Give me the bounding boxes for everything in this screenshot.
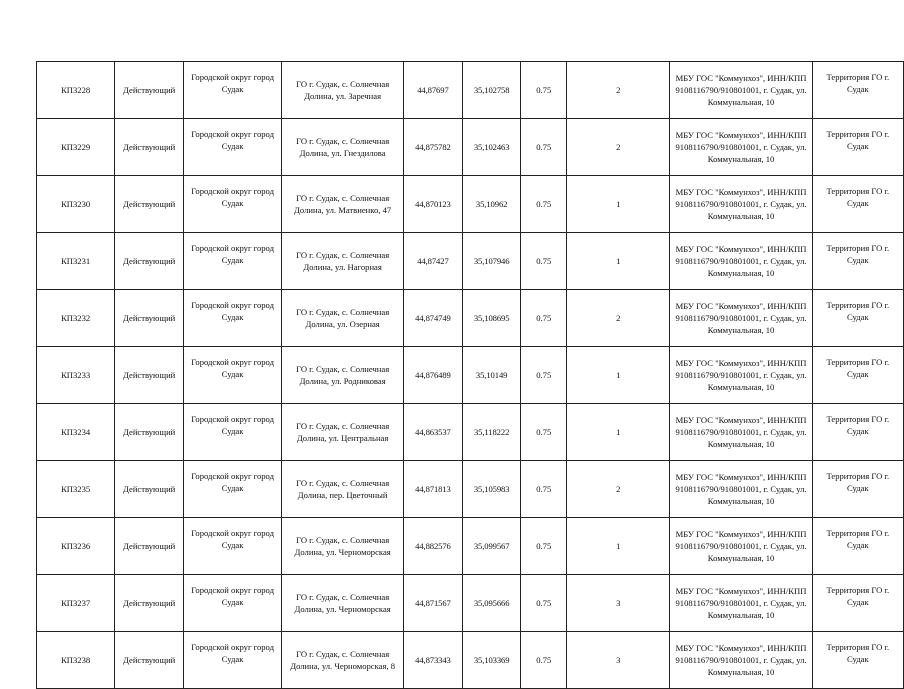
- municipality-cell: Городской округ город Судак: [184, 233, 282, 290]
- status-cell: Действующий: [115, 176, 184, 233]
- point-code-cell: КП3231: [37, 233, 115, 290]
- volume-cell: 0.75: [521, 518, 567, 575]
- latitude-cell: 44,871567: [404, 575, 463, 632]
- point-code-cell: КП3238: [37, 632, 115, 689]
- territory-cell: Территория ГО г. Судак: [812, 461, 903, 518]
- volume-cell: 0.75: [521, 347, 567, 404]
- longitude-cell: 35,108695: [462, 290, 521, 347]
- address-cell: ГО г. Судак, с. Солнечная Долина, ул. Родниковая: [282, 347, 404, 404]
- latitude-cell: 44,870123: [404, 176, 463, 233]
- owner-cell: МБУ ГОС "Коммунхоз", ИНН/КПП 9108116790/910801001, г. Судак, ул. Коммунальная, 10: [670, 404, 812, 461]
- registry-table: [36, 61, 904, 689]
- table-row: [37, 632, 904, 689]
- point-code-cell: КП3237: [37, 575, 115, 632]
- owner-cell: МБУ ГОС "Коммунхоз", ИНН/КПП 9108116790/910801001, г. Судак, ул. Коммунальная, 10: [670, 233, 812, 290]
- status-cell: Действующий: [115, 632, 184, 689]
- address-cell: ГО г. Судак, с. Солнечная Долина, ул. Озерная: [282, 290, 404, 347]
- volume-cell: 0.75: [521, 119, 567, 176]
- municipality-cell: Городской округ город Судак: [184, 119, 282, 176]
- point-code-cell: КП3228: [37, 62, 115, 119]
- point-code-cell: КП3229: [37, 119, 115, 176]
- municipality-cell: Городской округ город Судак: [184, 290, 282, 347]
- table-row: [37, 404, 904, 461]
- volume-cell: 0.75: [521, 290, 567, 347]
- municipality-cell: Городской округ город Судак: [184, 632, 282, 689]
- container-count-cell: 1: [567, 233, 670, 290]
- status-cell: Действующий: [115, 62, 184, 119]
- table-row: [37, 119, 904, 176]
- table-row: [37, 518, 904, 575]
- address-cell: ГО г. Судак, с. Солнечная Долина, ул. Черноморская: [282, 518, 404, 575]
- owner-cell: МБУ ГОС "Коммунхоз", ИНН/КПП 9108116790/910801001, г. Судак, ул. Коммунальная, 10: [670, 176, 812, 233]
- longitude-cell: 35,10962: [462, 176, 521, 233]
- address-cell: ГО г. Судак, с. Солнечная Долина, ул. Нагорная: [282, 233, 404, 290]
- table-row: [37, 62, 904, 119]
- longitude-cell: 35,099567: [462, 518, 521, 575]
- address-cell: ГО г. Судак, с. Солнечная Долина, ул. Гнездилова: [282, 119, 404, 176]
- table-row: [37, 233, 904, 290]
- volume-cell: 0.75: [521, 575, 567, 632]
- point-code-cell: КП3232: [37, 290, 115, 347]
- status-cell: Действующий: [115, 347, 184, 404]
- volume-cell: 0.75: [521, 632, 567, 689]
- municipality-cell: Городской округ город Судак: [184, 176, 282, 233]
- address-cell: ГО г. Судак, с. Солнечная Долина, ул. Центральная: [282, 404, 404, 461]
- latitude-cell: 44,876489: [404, 347, 463, 404]
- longitude-cell: 35,102463: [462, 119, 521, 176]
- latitude-cell: 44,87697: [404, 62, 463, 119]
- longitude-cell: 35,095666: [462, 575, 521, 632]
- longitude-cell: 35,105983: [462, 461, 521, 518]
- container-count-cell: 2: [567, 461, 670, 518]
- point-code-cell: КП3234: [37, 404, 115, 461]
- latitude-cell: 44,875782: [404, 119, 463, 176]
- territory-cell: Территория ГО г. Судак: [812, 233, 903, 290]
- territory-cell: Территория ГО г. Судак: [812, 62, 903, 119]
- status-cell: Действующий: [115, 119, 184, 176]
- container-count-cell: 2: [567, 62, 670, 119]
- territory-cell: Территория ГО г. Судак: [812, 176, 903, 233]
- container-count-cell: 3: [567, 632, 670, 689]
- longitude-cell: 35,103369: [462, 632, 521, 689]
- table-row: [37, 575, 904, 632]
- container-count-cell: 3: [567, 575, 670, 632]
- volume-cell: 0.75: [521, 62, 567, 119]
- municipality-cell: Городской округ город Судак: [184, 518, 282, 575]
- owner-cell: МБУ ГОС "Коммунхоз", ИНН/КПП 9108116790/910801001, г. Судак, ул. Коммунальная, 10: [670, 632, 812, 689]
- territory-cell: Территория ГО г. Судак: [812, 518, 903, 575]
- latitude-cell: 44,87427: [404, 233, 463, 290]
- longitude-cell: 35,107946: [462, 233, 521, 290]
- table-row: [37, 461, 904, 518]
- owner-cell: МБУ ГОС "Коммунхоз", ИНН/КПП 9108116790/910801001, г. Судак, ул. Коммунальная, 10: [670, 347, 812, 404]
- municipality-cell: Городской округ город Судак: [184, 404, 282, 461]
- volume-cell: 0.75: [521, 461, 567, 518]
- municipality-cell: Городской округ город Судак: [184, 461, 282, 518]
- table-row: [37, 290, 904, 347]
- territory-cell: Территория ГО г. Судак: [812, 347, 903, 404]
- longitude-cell: 35,118222: [462, 404, 521, 461]
- owner-cell: МБУ ГОС "Коммунхоз", ИНН/КПП 9108116790/910801001, г. Судак, ул. Коммунальная, 10: [670, 575, 812, 632]
- status-cell: Действующий: [115, 290, 184, 347]
- territory-cell: Территория ГО г. Судак: [812, 290, 903, 347]
- table-row: [37, 347, 904, 404]
- latitude-cell: 44,873343: [404, 632, 463, 689]
- container-count-cell: 1: [567, 176, 670, 233]
- table-body: [37, 62, 904, 689]
- territory-cell: Территория ГО г. Судак: [812, 575, 903, 632]
- owner-cell: МБУ ГОС "Коммунхоз", ИНН/КПП 9108116790/910801001, г. Судак, ул. Коммунальная, 10: [670, 461, 812, 518]
- owner-cell: МБУ ГОС "Коммунхоз", ИНН/КПП 9108116790/910801001, г. Судак, ул. Коммунальная, 10: [670, 290, 812, 347]
- latitude-cell: 44,874749: [404, 290, 463, 347]
- status-cell: Действующий: [115, 461, 184, 518]
- status-cell: Действующий: [115, 518, 184, 575]
- volume-cell: 0.75: [521, 233, 567, 290]
- longitude-cell: 35,102758: [462, 62, 521, 119]
- territory-cell: Территория ГО г. Судак: [812, 119, 903, 176]
- point-code-cell: КП3233: [37, 347, 115, 404]
- container-count-cell: 1: [567, 518, 670, 575]
- municipality-cell: Городской округ город Судак: [184, 575, 282, 632]
- owner-cell: МБУ ГОС "Коммунхоз", ИНН/КПП 9108116790/910801001, г. Судак, ул. Коммунальная, 10: [670, 119, 812, 176]
- status-cell: Действующий: [115, 575, 184, 632]
- point-code-cell: КП3236: [37, 518, 115, 575]
- address-cell: ГО г. Судак, с. Солнечная Долина, ул. Матвиенко, 47: [282, 176, 404, 233]
- latitude-cell: 44,871813: [404, 461, 463, 518]
- municipality-cell: Городской округ город Судак: [184, 62, 282, 119]
- territory-cell: Территория ГО г. Судак: [812, 632, 903, 689]
- status-cell: Действующий: [115, 233, 184, 290]
- owner-cell: МБУ ГОС "Коммунхоз", ИНН/КПП 9108116790/910801001, г. Судак, ул. Коммунальная, 10: [670, 62, 812, 119]
- latitude-cell: 44,863537: [404, 404, 463, 461]
- address-cell: ГО г. Судак, с. Солнечная Долина, ул. Черноморская, 8: [282, 632, 404, 689]
- municipality-cell: Городской округ город Судак: [184, 347, 282, 404]
- point-code-cell: КП3230: [37, 176, 115, 233]
- container-count-cell: 1: [567, 347, 670, 404]
- status-cell: Действующий: [115, 404, 184, 461]
- container-count-cell: 1: [567, 404, 670, 461]
- address-cell: ГО г. Судак, с. Солнечная Долина, ул. Черноморская: [282, 575, 404, 632]
- address-cell: ГО г. Судак, с. Солнечная Долина, ул. Заречная: [282, 62, 404, 119]
- table-row: [37, 176, 904, 233]
- container-count-cell: 2: [567, 290, 670, 347]
- longitude-cell: 35,10149: [462, 347, 521, 404]
- volume-cell: 0.75: [521, 404, 567, 461]
- territory-cell: Территория ГО г. Судак: [812, 404, 903, 461]
- latitude-cell: 44,882576: [404, 518, 463, 575]
- volume-cell: 0.75: [521, 176, 567, 233]
- address-cell: ГО г. Судак, с. Солнечная Долина, пер. Цветочный: [282, 461, 404, 518]
- point-code-cell: КП3235: [37, 461, 115, 518]
- container-count-cell: 2: [567, 119, 670, 176]
- owner-cell: МБУ ГОС "Коммунхоз", ИНН/КПП 9108116790/910801001, г. Судак, ул. Коммунальная, 10: [670, 518, 812, 575]
